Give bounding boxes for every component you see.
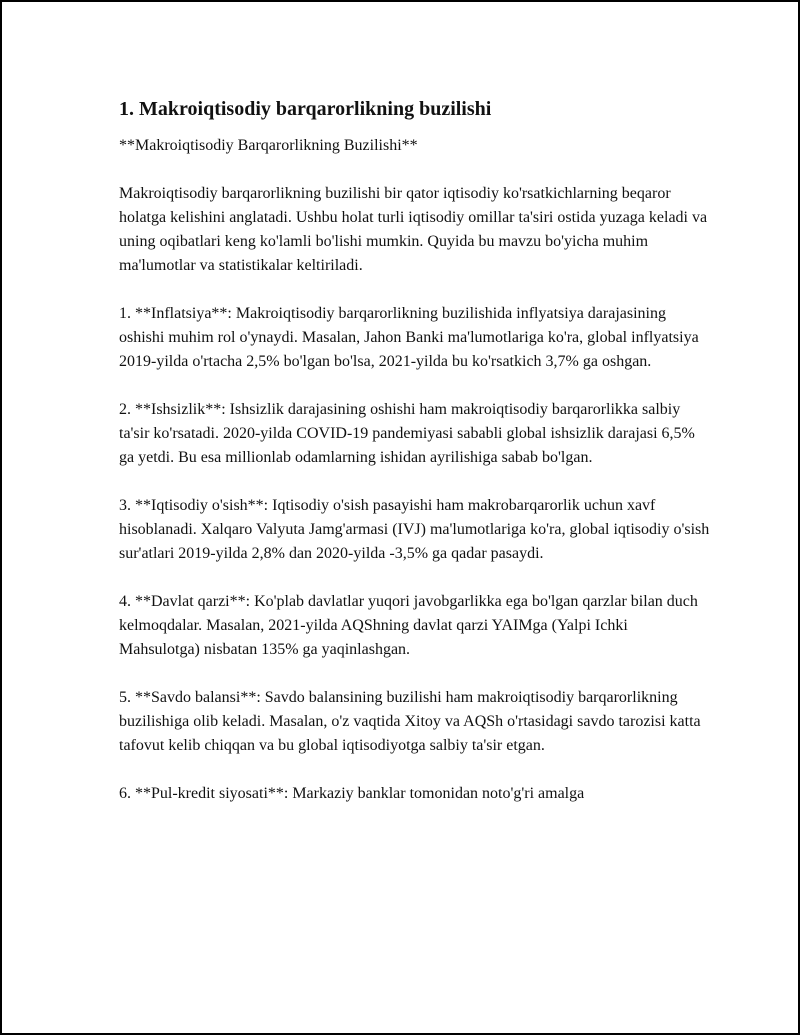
intro-paragraph: Makroiqtisodiy barqarorlikning buzilishi bir qator iqtisodiy ko'rsatkichlarning beqaror holatga kelishini anglatadi. Ushbu holat turli iqtisodiy omillar ta'siri ostida yuzaga keladi va uning oqibatlari keng ko'lamli bo'lishi mumkin. Quyida bu mavzu bo'yicha muhim ma'lumotlar va statistikalar keltiriladi. (119, 185, 708, 274)
point-paragraph-inflation: 1. **Inflatsiya**: Makroiqtisodiy barqarorlikning buzilishida inflyatsiya darajasining oshishi muhim rol o'ynaydi. Masalan, Jahon Banki ma'lumotlariga ko'ra, global inflyatsiya 2019-yilda o'rtacha 2,5% bo'lgan bo'lsa, 2021-yilda bu ko'rsatkich 3,7% ga oshgan. (119, 305, 699, 370)
point-paragraph-monetary-policy: 6. **Pul-kredit siyosati**: Markaziy banklar tomonidan noto'g'ri amalga (119, 785, 585, 802)
document-subtitle: **Makroiqtisodiy Barqarorlikning Buzilishi** (119, 137, 418, 154)
document-body (119, 96, 711, 806)
point-paragraph-economic-growth: 3. **Iqtisodiy o'sish**: Iqtisodiy o'sish pasayishi ham makrobarqarorlik uchun xavf hisoblanadi. Xalqaro Valyuta Jamg'armasi (IVJ) ma'lumotlariga ko'ra, global iqtisodiy o'sish sur'atlari 2019-yilda 2,8% dan 2020-yilda -3,5% ga qadar pasaydi. (119, 497, 710, 562)
point-paragraph-unemployment: 2. **Ishsizlik**: Ishsizlik darajasining oshishi ham makroiqtisodiy barqarorlikka salbiy ta'sir ko'rsatadi. 2020-yilda COVID-19 pandemiyasi sababli global ishsizlik darajasi 6,5% ga yetdi. Bu esa millionlab odamlarning ishidan ayrilishiga sabab bo'lgan. (119, 401, 695, 466)
point-paragraph-government-debt: 4. **Davlat qarzi**: Ko'plab davlatlar yuqori javobgarlikka ega bo'lgan qarzlar bilan duch kelmoqdalar. Masalan, 2021-yilda AQShning davlat qarzi YAIMga (Yalpi Ichki Mahsulotga) nisbatan 135% ga yaqinlashgan. (119, 593, 698, 658)
point-paragraph-trade-balance: 5. **Savdo balansi**: Savdo balansining buzilishi ham makroiqtisodiy barqarorlikning buzilishiga olib keladi. Masalan, o'z vaqtida Xitoy va AQSh o'rtasidagi savdo tarozisi katta tafovut kelib chiqqan va bu global iqtisodiyotga salbiy ta'sir etgan. (119, 689, 701, 754)
document-title: 1. Makroiqtisodiy barqarorlikning buzilishi (119, 98, 492, 120)
